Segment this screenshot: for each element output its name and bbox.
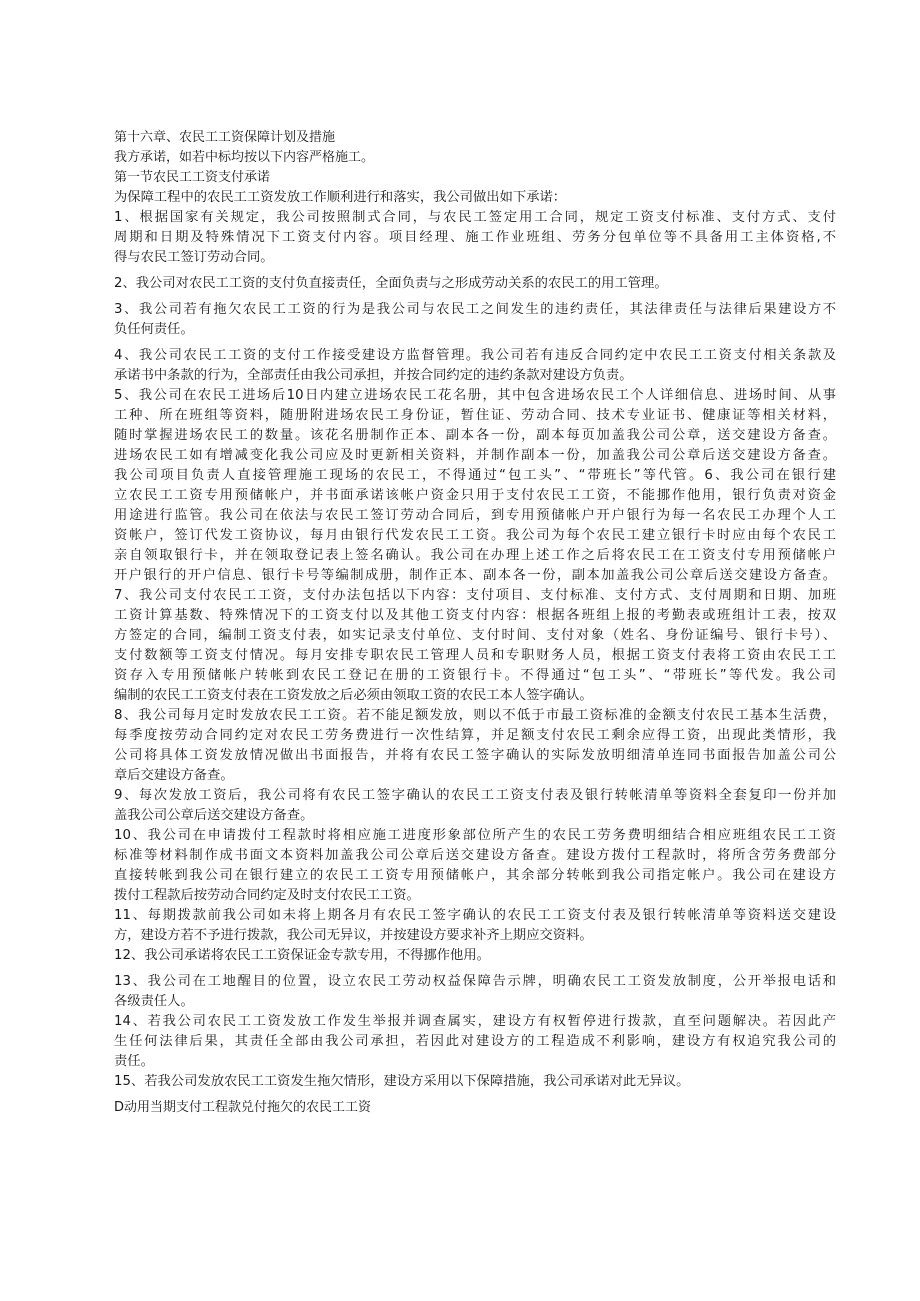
paragraph-line: 公司将具体工资发放情况做出书面报告，并将有农民工签字确认的实际发放明细清单连同书面报告加盖公司公: [114, 748, 836, 763]
paragraph-9: [114, 786, 836, 826]
paragraph-15: [114, 1072, 836, 1092]
paragraph-line: 盖我公司公章后送交建设方备查。: [114, 808, 314, 823]
paragraph-line: 亲自领取银行卡，并在领取登记表上签名确认。我公司在办理上述工作之后将农民工在工资支付专用预储帐户: [114, 548, 836, 563]
lead-line: 为保障工程中的农民工工资发放工作顺利进行和落实，我公司做出如下承诺：: [114, 190, 567, 205]
paragraph-line: 开户银行的开户信息、银行卡号等编制成册，制作正本、副本各一份，副本加盖我公司公章后送交建设方备查。: [114, 568, 836, 583]
paragraph-4: [114, 346, 836, 386]
paragraph-13: [114, 972, 836, 1012]
paragraph-line: 14、若我公司农民工工资发放工作发生举报并调查属实，建设方有权暂停进行拨款，直至问题解决。若因此产: [114, 1014, 836, 1029]
paragraph-line: 7、我公司支付农民工工资，支付办法包括以下内容：支付项目、支付标准、支付方式、支付周期和日期、加班: [114, 588, 836, 603]
paragraph-line: 承诺书中条款的行为，全部责任由我公司承担，并按合同约定的违约条款对建设方负责。: [114, 368, 633, 383]
paragraph-line: 编制的农民工工资支付表在工资发放之后必须由领取工资的农民工本人签字确认。: [114, 688, 593, 703]
paragraph-line: 资帐户，签订代发工资协议，每月由银行代发农民工工资。我公司为每个农民工建立银行卡时应由每个农民工: [114, 528, 836, 543]
paragraph-2: [114, 274, 836, 294]
paragraph-line: 5、我公司在农民工进场后10日内建立进场农民工花名册，其中包含进场农民工个人详细信息、进场时间、从事: [114, 388, 836, 403]
paragraph-line: 拨付工程款后按劳动合同约定及时支付农民工工资。: [114, 888, 420, 903]
paragraph-line: 各级责任人。: [114, 994, 194, 1009]
paragraph-line: 用途进行监管。我公司在依法与农民工签订劳动合同后，到专用预储帐户开户银行为每一名农民工办理个人工: [114, 508, 836, 523]
paragraph-5-6: [114, 386, 836, 586]
paragraph-line: 12、我公司承诺将农民工工资保证金专款专用，不得挪作他用。: [114, 948, 490, 963]
paragraph-line: 进场农民工如有增减变化我公司应及时更新相关资料，并制作副本一份，加盖我公司公章后送交建设方备查。: [114, 448, 836, 463]
paragraph-line: 2、我公司对农民工工资的支付负直接责任，全面负责与之形成劳动关系的农民工的用工管理。: [114, 276, 668, 291]
section-title: 第一节农民工工资支付承诺: [114, 170, 271, 185]
paragraph-11: [114, 906, 836, 946]
closing-line: D动用当期支付工程款兑付拖欠的农民工工资: [114, 1100, 372, 1115]
paragraph-line: 周期和日期及特殊情况下工资支付内容。项目经理、施工作业班组、劳务分包单位等不具备用工主体资格,不: [114, 230, 836, 245]
paragraph-line: 标准等材料制作成书面文本资料加盖我公司公章后送交建设方备查。建设方拨付工程款时，将所含劳务费部分: [114, 848, 836, 863]
paragraph-line: 负任何责任。: [114, 322, 194, 337]
paragraph-line: 生任何法律后果，其责任全部由我公司承担，若因此对建设方的工程造成不利影响，建设方有权追究我公司的: [114, 1034, 836, 1049]
paragraph-line: 工资计算基数、特殊情况下的工资支付以及其他工资支付内容：根据各班组上报的考勤表或班组计工表，按双: [114, 608, 836, 623]
paragraph-line: 方，建设方若不予进行拨款，我公司无异议，并按建设方要求补齐上期应交资料。: [114, 928, 593, 943]
paragraph-1: [114, 208, 836, 268]
paragraph-line: 3、我公司若有拖欠农民工工资的行为是我公司与农民工之间发生的违约责任，其法律责任与法律后果建设方不: [114, 302, 836, 317]
paragraph-line: 11、每期拨款前我公司如未将上期各月有农民工签字确认的农民工工资支付表及银行转帐清单等资料送交建设: [114, 908, 836, 923]
paragraph-line: 8、我公司每月定时发放农民工工资。若不能足额发放，则以不低于市最工资标准的金额支付农民工基本生活费，: [114, 708, 836, 723]
paragraph-line: 9、每次发放工资后，我公司将有农民工签字确认的农民工工资支付表及银行转帐清单等资料全套复印一份并加: [114, 788, 836, 803]
chapter-title: 第十六章、农民工工资保障计划及措施: [114, 130, 336, 145]
intro-line: 我方承诺，如若中标均按以下内容严格施工。: [114, 150, 375, 165]
paragraph-line: 4、我公司农民工工资的支付工作接受建设方监督管理。我公司若有违反合同约定中农民工工资支付相关条款及: [114, 348, 836, 363]
paragraph-line: 立农民工工资专用预储帐户，并书面承诺该帐户资金只用于支付农民工工资，不能挪作他用，银行负责对资金: [114, 488, 836, 503]
paragraph-8: [114, 706, 836, 786]
paragraph-line: 得与农民工签订劳动合同。: [114, 250, 274, 265]
paragraph-line: 15、若我公司发放农民工工资发生拖欠情形，建设方采用以下保障措施，我公司承诺对此无异议。: [114, 1074, 690, 1089]
paragraph-line: 随时掌握进场农民工的数量。该花名册制作正本、副本各一份，副本每页加盖我公司公章，送交建设方备查。: [114, 428, 836, 443]
paragraph-line: 10、我公司在申请拨付工程款时将相应施工进度形象部位所产生的农民工劳务费明细结合相应班组农民工工资: [114, 828, 836, 843]
paragraph-line: 我公司项目负责人直接管理施工现场的农民工，不得通过“包工头”、“带班长”等代管。6、我公司在银行建: [114, 468, 836, 483]
paragraph-line: 责任。: [114, 1054, 154, 1069]
paragraph-line: 每季度按劳动合同约定对农民工劳务费进行一次性结算，并足额支付农民工剩余应得工资，出现此类情形，我: [114, 728, 836, 743]
paragraph-line: 直接转帐到我公司在银行建立的农民工工资专用预储帐户，其余部分转帐到我公司指定帐户。我公司在建设方: [114, 868, 836, 883]
paragraph-line: 资存入专用预储帐户转帐到农民工登记在册的工资银行卡。不得通过“包工头”、“带班长”等代发。我公司: [114, 668, 836, 683]
paragraph-3: [114, 300, 836, 340]
paragraph-line: 1、根据国家有关规定，我公司按照制式合同，与农民工签定用工合同，规定工资支付标准、支付方式、支付: [114, 210, 836, 225]
paragraph-12: [114, 946, 836, 966]
document-page: [114, 128, 836, 1118]
paragraph-10: [114, 826, 836, 906]
paragraph-line: 13、我公司在工地醒目的位置，设立农民工劳动权益保障告示牌，明确农民工工资发放制度，公开举报电话和: [114, 974, 836, 989]
paragraph-14: [114, 1012, 836, 1072]
paragraph-line: 章后交建设方备查。: [114, 768, 234, 783]
paragraph-line: 支付数额等工资支付情况。每月安排专职农民工管理人员和专职财务人员，根据工资支付表将工资由农民工工: [114, 648, 836, 663]
paragraph-line: 工种、所在班组等资料，随册附进场农民工身份证，暂住证、劳动合同、技术专业证书、健康证等相关材料，: [114, 408, 836, 423]
paragraph-7: [114, 586, 836, 706]
paragraph-line: 方签定的合同，编制工资支付表，如实记录支付单位、支付时间、支付对象（姓名、身份证编号、银行卡号）、: [114, 628, 836, 643]
